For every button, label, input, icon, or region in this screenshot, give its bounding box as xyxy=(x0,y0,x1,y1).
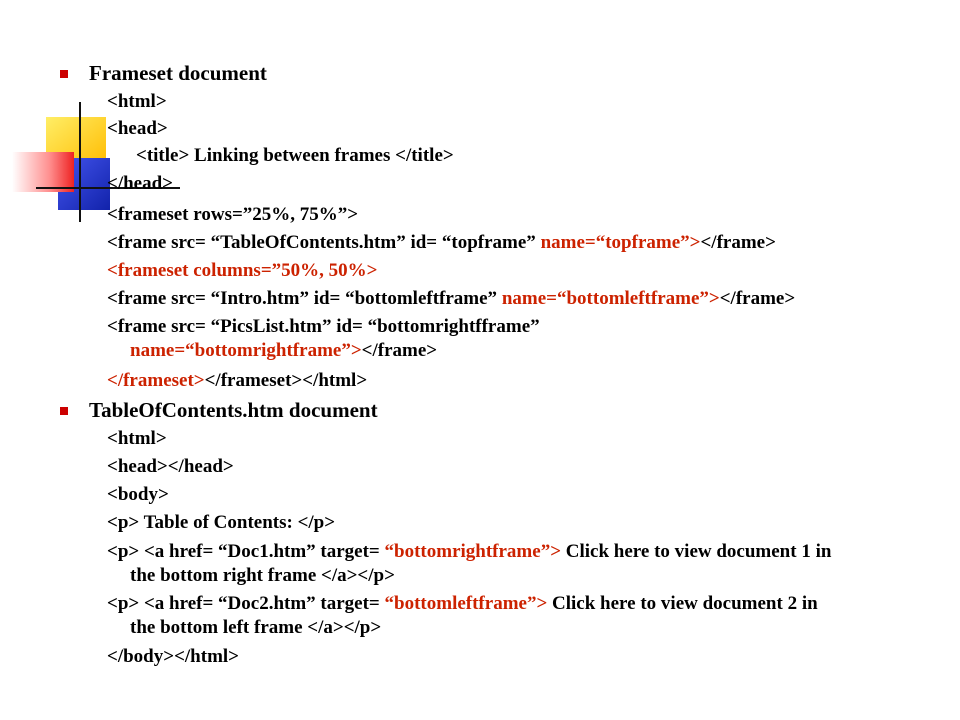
code-line: <html> xyxy=(107,91,167,112)
code-line: <html> xyxy=(107,428,167,449)
code-line: <head></head> xyxy=(107,456,234,477)
code-line-highlighted: <frameset columns=”50%, 50%> xyxy=(107,260,378,281)
decorative-squares-graphic xyxy=(0,0,200,230)
bullet-icon xyxy=(60,407,68,415)
code-fragment: <frame src= “Intro.htm” id= “bottomleftframe” xyxy=(107,288,502,309)
highlighted-attribute: “bottomrightframe”> xyxy=(384,541,562,562)
code-line: </head> xyxy=(107,173,173,194)
code-line: <head> xyxy=(107,118,168,139)
highlighted-attribute: “bottomleftframe”> xyxy=(384,593,548,614)
code-line-continued: the bottom left frame </a></p> xyxy=(130,617,382,638)
code-line xyxy=(107,370,367,392)
code-line xyxy=(107,593,818,615)
code-line-continued: the bottom right frame </a></p> xyxy=(130,565,395,586)
code-line: <body> xyxy=(107,484,169,505)
code-fragment: <p> <a href= “Doc1.htm” target= xyxy=(107,541,385,562)
code-fragment: <frame src= “TableOfContents.htm” id= “topframe” xyxy=(107,232,541,253)
code-fragment: </frame> xyxy=(700,232,776,253)
code-fragment: Click here to view document 1 in xyxy=(561,541,832,562)
highlighted-attribute: name=“bottomrightframe”> xyxy=(130,340,362,361)
code-line xyxy=(107,541,831,563)
code-line xyxy=(107,232,776,254)
code-fragment: </frameset></html> xyxy=(204,370,368,391)
code-line: <frameset rows=”25%, 75%”> xyxy=(107,204,359,225)
code-fragment: <p> <a href= “Doc2.htm” target= xyxy=(107,593,385,614)
code-line: <frame src= “PicsList.htm” id= “bottomrightfframe” xyxy=(107,316,540,337)
code-line-continued xyxy=(130,340,437,362)
highlighted-attribute: name=“topframe”> xyxy=(540,232,701,253)
code-fragment: </frame> xyxy=(719,288,796,309)
code-line: <p> Table of Contents: </p> xyxy=(107,512,336,533)
section-title-frameset: Frameset document xyxy=(89,61,267,85)
code-line xyxy=(107,288,795,310)
code-line: <title> Linking between frames </title> xyxy=(136,145,454,166)
code-fragment: Click here to view document 2 in xyxy=(547,593,818,614)
code-fragment: </frame> xyxy=(361,340,438,361)
bullet-icon xyxy=(60,70,68,78)
section-title-tableofcontents: TableOfContents.htm document xyxy=(89,398,378,422)
highlighted-tag: </frameset> xyxy=(107,370,205,391)
highlighted-attribute: name=“bottomleftframe”> xyxy=(501,288,720,309)
code-line: </body></html> xyxy=(107,646,239,667)
